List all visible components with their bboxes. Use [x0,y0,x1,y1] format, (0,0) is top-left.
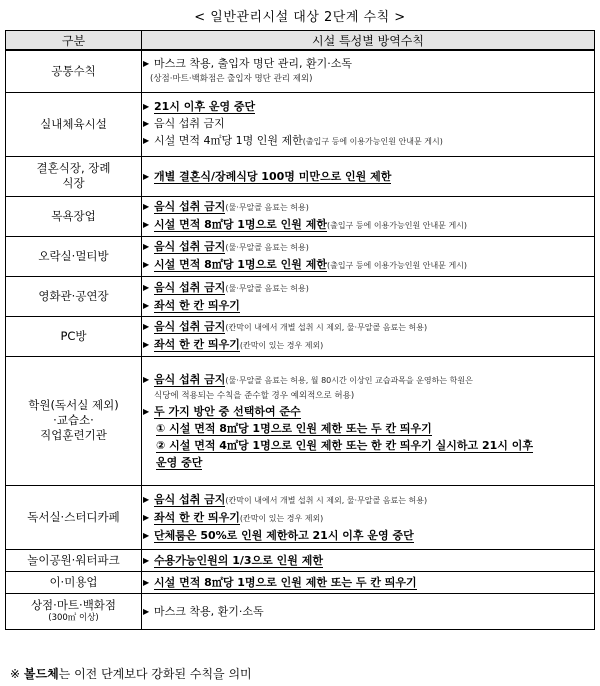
table-row [6,485,595,549]
rules-cell [142,50,595,92]
triangle-bullet-icon: ▶ [143,406,150,416]
table-header-row [6,31,595,51]
rule-item: ▶ 21시 이후 운영 중단 [143,100,256,113]
table-row [6,92,595,156]
triangle-bullet-icon: ▶ [143,494,150,504]
rule-item: ▶ 좌석 한 칸 띄우기(칸막이 있는 경우 제외) [143,338,324,351]
rules-table [5,30,595,630]
rule-option-cont: 운영 중단 [156,455,203,469]
triangle-bullet-icon: ▶ [143,530,150,540]
rules-cell [142,485,595,549]
triangle-bullet-icon: ▶ [143,260,150,269]
facility-name: 영화관·공연장 [6,276,142,316]
rule-item: ▶ 시설 면적 8㎡당 1명으로 인원 제한(출입구 등에 이용가능인원 안내문 게시) [143,258,468,271]
facility-name: 오락실·멀티방 [6,236,142,276]
table-row [6,50,595,92]
triangle-bullet-icon: ▶ [143,322,150,331]
rule-item: ▶ 시설 면적 8㎡당 1명으로 인원 제한(출입구 등에 이용가능인원 안내문 게시) [143,218,468,231]
table-row [6,236,595,276]
reference-mark-icon: ※ [10,667,21,681]
triangle-bullet-icon: ▶ [143,512,150,522]
header-rules: 시설 특성별 방역수칙 [142,31,595,51]
table-row [6,156,595,196]
rule-item: ▶ 시설 면적 8㎡당 1명으로 인원 제한 또는 두 칸 띄우기 [143,575,417,589]
triangle-bullet-icon: ▶ [143,136,150,145]
rule-item: ▶ 음식 섭취 금지 [143,117,225,130]
rule-item: ▶ 개별 결혼식/장례식당 100명 미만으로 인원 제한 [143,169,392,183]
rule-option: ① 시설 면적 8㎡당 1명으로 인원 제한 또는 두 칸 띄우기 [156,421,432,435]
rule-option: ② 시설 면적 4㎡당 1명으로 인원 제한 또는 한 칸 띄우기 실시하고 21시 이후 [156,438,533,452]
table-row [6,196,595,236]
table-row [6,549,595,571]
rule-item: ▶ 단체룸은 50%로 인원 제한하고 21시 이후 운영 중단 [143,528,414,542]
rules-cell [142,316,595,356]
footnote-text: 는 이전 단계보다 강화된 수칙을 의미 [58,667,252,681]
rule-item: ▶ 음식 섭취 금지(물·무알콜 음료는 허용) [143,240,309,253]
rules-cell [142,356,595,485]
rules-cell [142,593,595,629]
triangle-bullet-icon: ▶ [143,220,150,229]
facility-name: PC방 [6,316,142,356]
facility-name: 상점·마트·백화점 (300㎡ 이상) [6,593,142,629]
rule-note: (상점·마트·백화점은 출입자 명단 관리 제외) [150,74,313,85]
rule-item: ▶ 좌석 한 칸 띄우기 [143,298,240,312]
triangle-bullet-icon: ▶ [143,202,150,211]
rules-cell [142,92,595,156]
triangle-bullet-icon: ▶ [143,171,150,181]
triangle-bullet-icon: ▶ [143,300,150,310]
triangle-bullet-icon: ▶ [143,340,150,349]
footnote-bold-word: 볼드체 [23,667,59,681]
facility-name: 학원(독서실 제외) ·교습소· 직업훈련기관 [6,356,142,485]
facility-name: 목욕장업 [6,196,142,236]
rule-item: ▶ 음식 섭취 금지(칸막이 내에서 개별 섭취 시 제외, 물·무알콜 음료는 허용) [143,320,428,333]
footnote [10,665,252,682]
facility-name: 결혼식장, 장례식장 [6,156,142,196]
facility-name: 놀이공원·워터파크 [6,549,142,571]
rule-item: ▶ 마스크 착용, 환기·소독 [143,604,264,618]
facility-name: 공통수칙 [6,50,142,92]
rule-item: ▶ 음식 섭취 금지(칸막이 내에서 개별 섭취 시 제외, 물·무알콜 음료는 허용) [143,492,428,506]
rule-item: ▶ 마스크 착용, 출입자 명단 관리, 환기·소독 [143,57,352,71]
rule-item: ▶ 좌석 한 칸 띄우기(칸막이 있는 경우 제외) [143,510,324,524]
facility-name: 이·미용업 [6,571,142,593]
rule-item: ▶ 두 가지 방안 중 선택하여 준수 [143,404,301,418]
rule-item: ▶ 음식 섭취 금지(물·무알콜 음료는 허용, 월 80시간 이상인 교습과목을 운영하는 학원은 [143,372,473,386]
table-row [6,356,595,485]
rule-note: 식당에 적용되는 수칙을 준수할 경우 예외적으로 허용) [154,390,355,401]
rule-item: ▶ 음식 섭취 금지(물·무알콜 음료는 허용) [143,280,309,294]
rules-cell [142,196,595,236]
rule-item: ▶ 시설 면적 4㎡당 1명 인원 제한(출입구 등에 이용가능인원 안내문 게시) [143,134,443,147]
rules-cell [142,571,595,593]
table-row [6,593,595,629]
triangle-bullet-icon: ▶ [143,242,150,251]
table-row [6,571,595,593]
triangle-bullet-icon: ▶ [143,119,150,128]
table-row [6,316,595,356]
triangle-bullet-icon: ▶ [143,59,150,69]
facility-name: 실내체육시설 [6,92,142,156]
triangle-bullet-icon: ▶ [143,606,150,616]
triangle-bullet-icon: ▶ [143,282,150,292]
rules-cell [142,156,595,196]
rules-cell [142,276,595,316]
triangle-bullet-icon: ▶ [143,102,150,111]
table-row [6,276,595,316]
header-category: 구분 [6,31,142,51]
rules-cell [142,236,595,276]
table-title: < 일반관리시설 대상 2단계 수칙 > [194,10,406,25]
rule-item: ▶ 음식 섭취 금지(물·무알콜 음료는 허용) [143,200,309,213]
triangle-bullet-icon: ▶ [143,374,150,384]
triangle-bullet-icon: ▶ [143,577,150,587]
triangle-bullet-icon: ▶ [143,555,150,565]
facility-name: 독서실·스터디카페 [6,485,142,549]
rules-cell [142,549,595,571]
rule-item: ▶ 수용가능인원의 1/3으로 인원 제한 [143,553,323,567]
